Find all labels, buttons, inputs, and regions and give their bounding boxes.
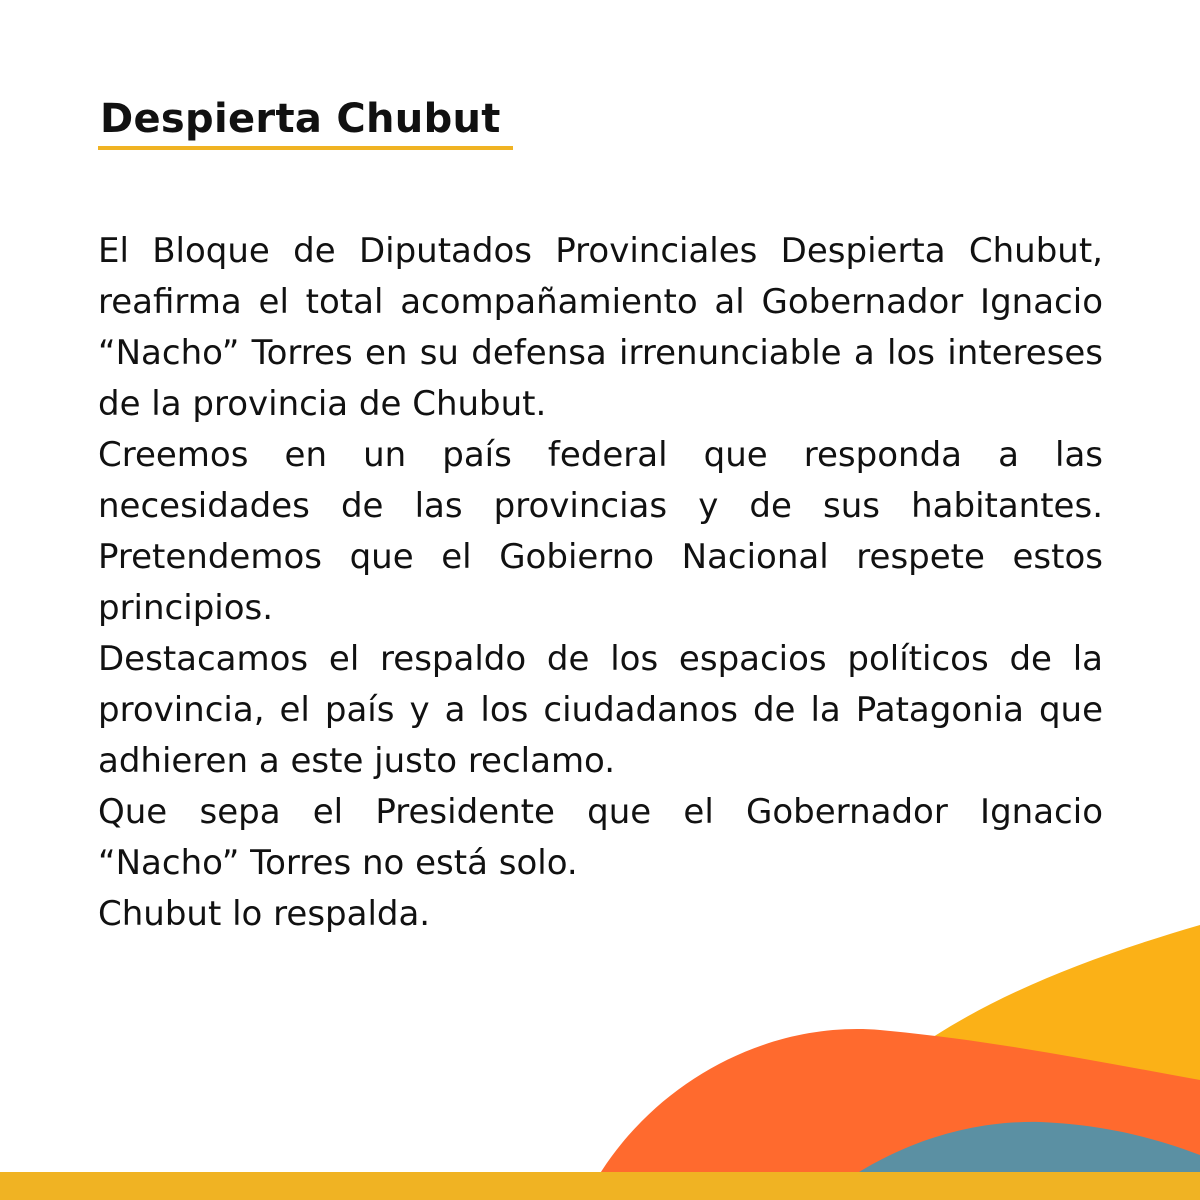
paragraph: Que sepa el Presidente que el Gobernador Ignacio “Nacho” Torres no está solo.: [98, 792, 1103, 883]
bottom-stripe: [0, 1172, 1200, 1200]
page-title: Despierta Chubut: [100, 96, 501, 142]
paragraph: Destacamos el respaldo de los espacios políticos de la provincia, el país y a los ciudadanos de la Patagonia que adhieren a este justo reclamo.: [98, 639, 1103, 781]
paragraph: Creemos en un país federal que responda a las necesidades de las provincias y de sus habitantes. Pretendemos que el Gobierno Nacional respete estos principios.: [98, 435, 1103, 628]
paragraph: El Bloque de Diputados Provinciales Despierta Chubut, reafirma el total acompañamiento al Gobernador Ignacio “Nacho” Torres en su defensa irrenunciable a los intereses de la provincia de Chubut.: [98, 231, 1103, 424]
paragraph: Chubut lo respalda.: [98, 894, 431, 934]
